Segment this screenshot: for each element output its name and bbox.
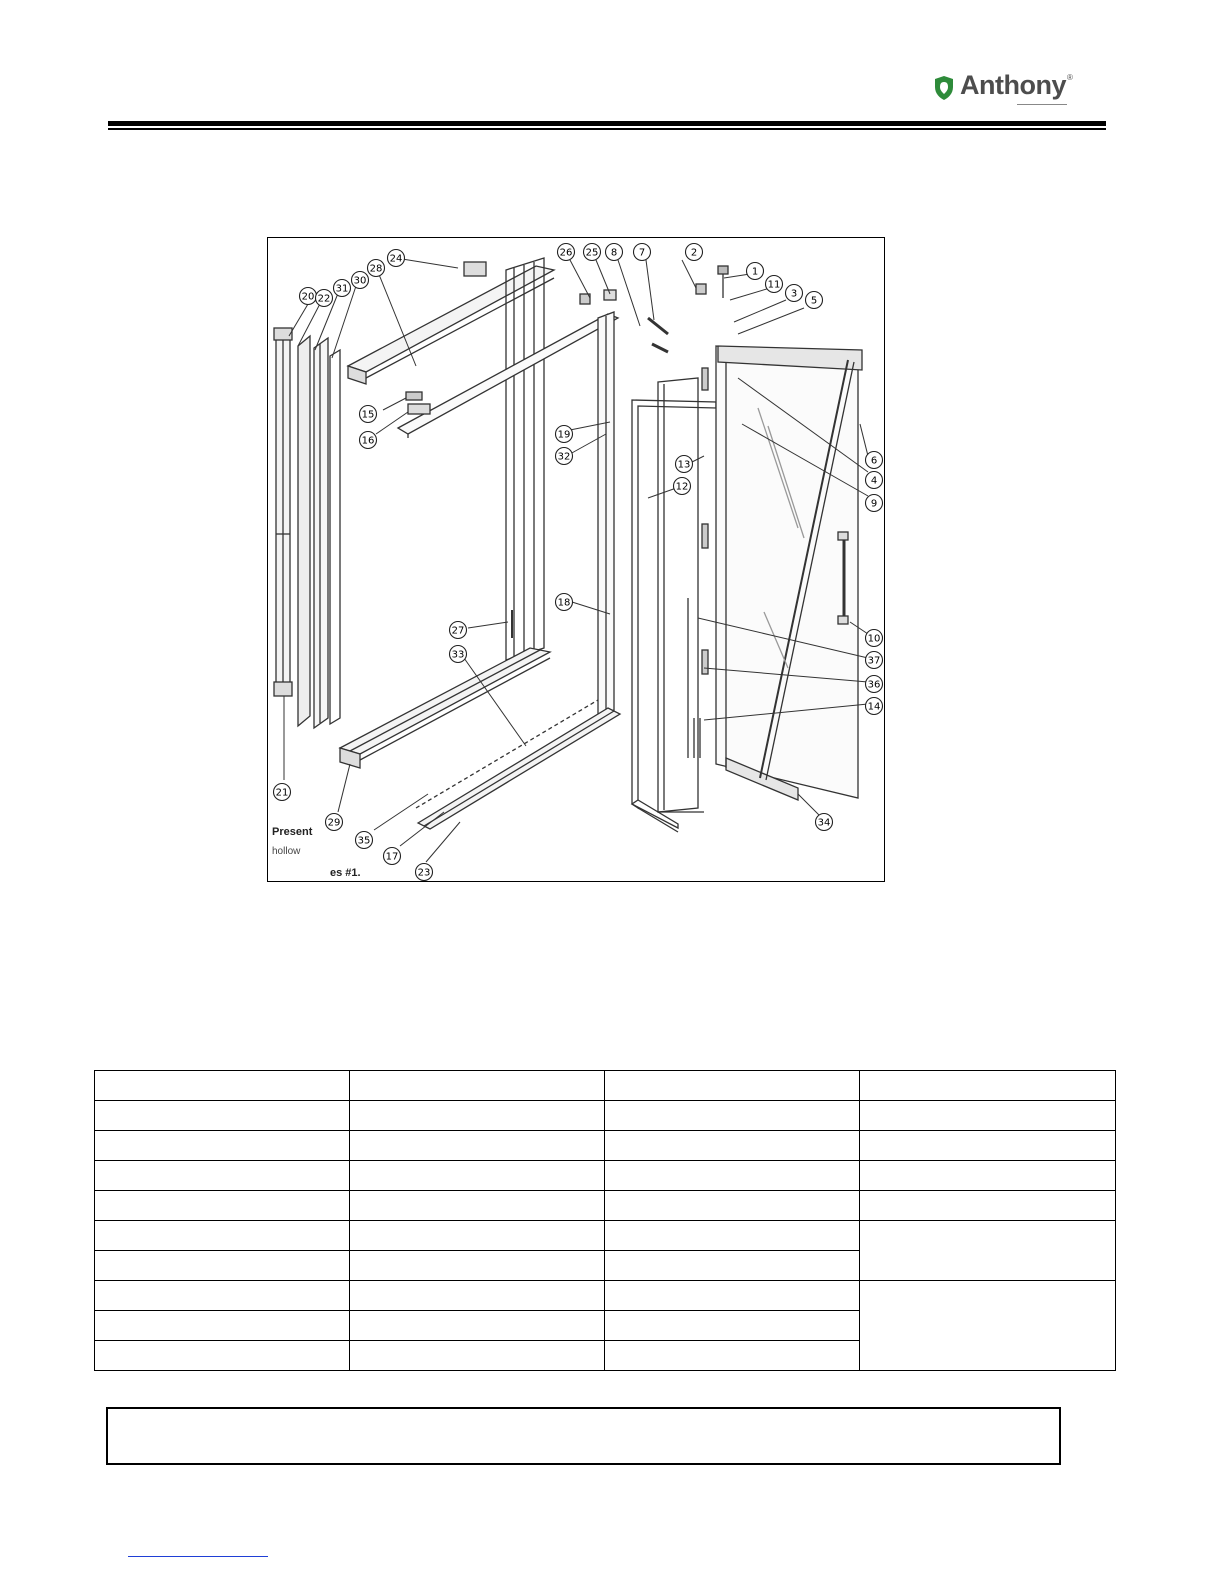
callout-number-28: 28 <box>369 263 383 275</box>
callout-number-14: 14 <box>867 701 881 713</box>
callout-number-20: 20 <box>301 291 315 303</box>
table-cell <box>605 1311 860 1341</box>
table-cell <box>605 1341 860 1371</box>
jamb-profile-31 <box>314 338 328 728</box>
callout-number-9: 9 <box>870 498 878 510</box>
callout-number-13: 13 <box>677 459 691 471</box>
callout-number-5: 5 <box>810 295 818 307</box>
callout-number-18: 18 <box>557 597 571 609</box>
table-cell <box>350 1281 605 1311</box>
table-cell <box>95 1341 350 1371</box>
table-cell <box>350 1311 605 1341</box>
callout-number-37: 37 <box>867 655 881 667</box>
table-cell <box>605 1131 860 1161</box>
table-cell <box>350 1221 605 1251</box>
callout-number-27: 27 <box>451 625 465 637</box>
parts-table <box>94 1070 1116 1371</box>
hinge-cap-bottom <box>274 682 292 696</box>
cut-text-es: es #1. <box>330 867 361 879</box>
callout-number-32: 32 <box>557 451 571 463</box>
diagram-drawing <box>268 238 885 882</box>
callout-number-21: 21 <box>275 787 289 799</box>
table-cell <box>605 1281 860 1311</box>
callout-number-25: 25 <box>585 247 599 259</box>
jamb-profile-22 <box>298 336 310 726</box>
table-cell <box>350 1131 605 1161</box>
note-box <box>106 1407 1061 1465</box>
table-cell <box>350 1341 605 1371</box>
table-cell <box>350 1161 605 1191</box>
table-cell <box>350 1101 605 1131</box>
callout-number-12: 12 <box>675 481 689 493</box>
table-cell <box>350 1071 605 1101</box>
part-24 <box>464 262 486 276</box>
table-cell <box>605 1191 860 1221</box>
table-cell <box>95 1161 350 1191</box>
table-cell <box>95 1131 350 1161</box>
table-row <box>95 1131 1116 1161</box>
table-row <box>95 1221 1116 1251</box>
callout-number-23: 23 <box>417 867 431 879</box>
shield-icon <box>934 75 954 101</box>
header-rule-thin <box>108 128 1106 130</box>
table-cell <box>95 1281 350 1311</box>
callout-number-4: 4 <box>870 475 878 487</box>
logo-wordmark: Anthony <box>960 70 1066 100</box>
jamb-profile-30 <box>330 350 340 724</box>
top-rail-28 <box>348 263 554 372</box>
table-cell <box>605 1251 860 1281</box>
footer-link-underline[interactable] <box>128 1556 268 1557</box>
callout-number-16: 16 <box>361 435 375 447</box>
callout-number-30: 30 <box>353 275 367 287</box>
table-cell <box>350 1191 605 1221</box>
table-cell <box>95 1071 350 1101</box>
logo-subline <box>1017 104 1067 111</box>
callout-number-36: 36 <box>867 679 881 691</box>
table-cell <box>95 1311 350 1341</box>
table-cell <box>860 1101 1116 1131</box>
table-row <box>95 1071 1116 1101</box>
callout-number-34: 34 <box>817 817 831 829</box>
table-cell <box>860 1191 1116 1221</box>
exploded-door-diagram <box>267 237 885 882</box>
callout-number-35: 35 <box>357 835 371 847</box>
hinge-cap-top <box>274 328 292 340</box>
callout-number-2: 2 <box>690 247 698 259</box>
callout-number-29: 29 <box>327 817 341 829</box>
table-cell <box>95 1191 350 1221</box>
table-cell-merged <box>860 1221 1116 1281</box>
callout-number-26: 26 <box>559 247 573 259</box>
table-row <box>95 1161 1116 1191</box>
table-cell <box>95 1251 350 1281</box>
table-row <box>95 1281 1116 1311</box>
seal-12 <box>632 400 716 808</box>
callout-number-1: 1 <box>751 266 759 278</box>
table-cell <box>95 1101 350 1131</box>
table-row <box>95 1191 1116 1221</box>
callout-number-6: 6 <box>870 455 878 467</box>
callout-number-33: 33 <box>451 649 465 661</box>
table-cell <box>605 1161 860 1191</box>
table-cell <box>350 1251 605 1281</box>
callout-number-8: 8 <box>610 247 618 259</box>
callout-number-15: 15 <box>361 409 375 421</box>
cut-text-present: Present <box>272 826 313 838</box>
table-cell <box>860 1161 1116 1191</box>
callout-number-11: 11 <box>767 279 781 291</box>
callout-number-22: 22 <box>317 293 331 305</box>
anthony-logo <box>932 70 1072 116</box>
logo-registered-mark: ® <box>1067 73 1073 82</box>
callout-number-3: 3 <box>790 288 798 300</box>
table-cell <box>605 1221 860 1251</box>
table-row <box>95 1101 1116 1131</box>
callout-number-31: 31 <box>335 283 349 295</box>
callout-number-24: 24 <box>389 253 403 265</box>
callout-number-17: 17 <box>385 851 399 863</box>
callout-number-7: 7 <box>638 247 646 259</box>
table-cell <box>860 1131 1116 1161</box>
table-cell <box>605 1101 860 1131</box>
table-cell <box>605 1071 860 1101</box>
table-cell-merged <box>860 1281 1116 1371</box>
header-rule-thick <box>108 121 1106 126</box>
callout-number-19: 19 <box>557 429 571 441</box>
callout-number-10: 10 <box>867 633 881 645</box>
table-cell <box>860 1071 1116 1101</box>
cut-text-hollow: hollow <box>272 846 301 857</box>
table-cell <box>95 1221 350 1251</box>
